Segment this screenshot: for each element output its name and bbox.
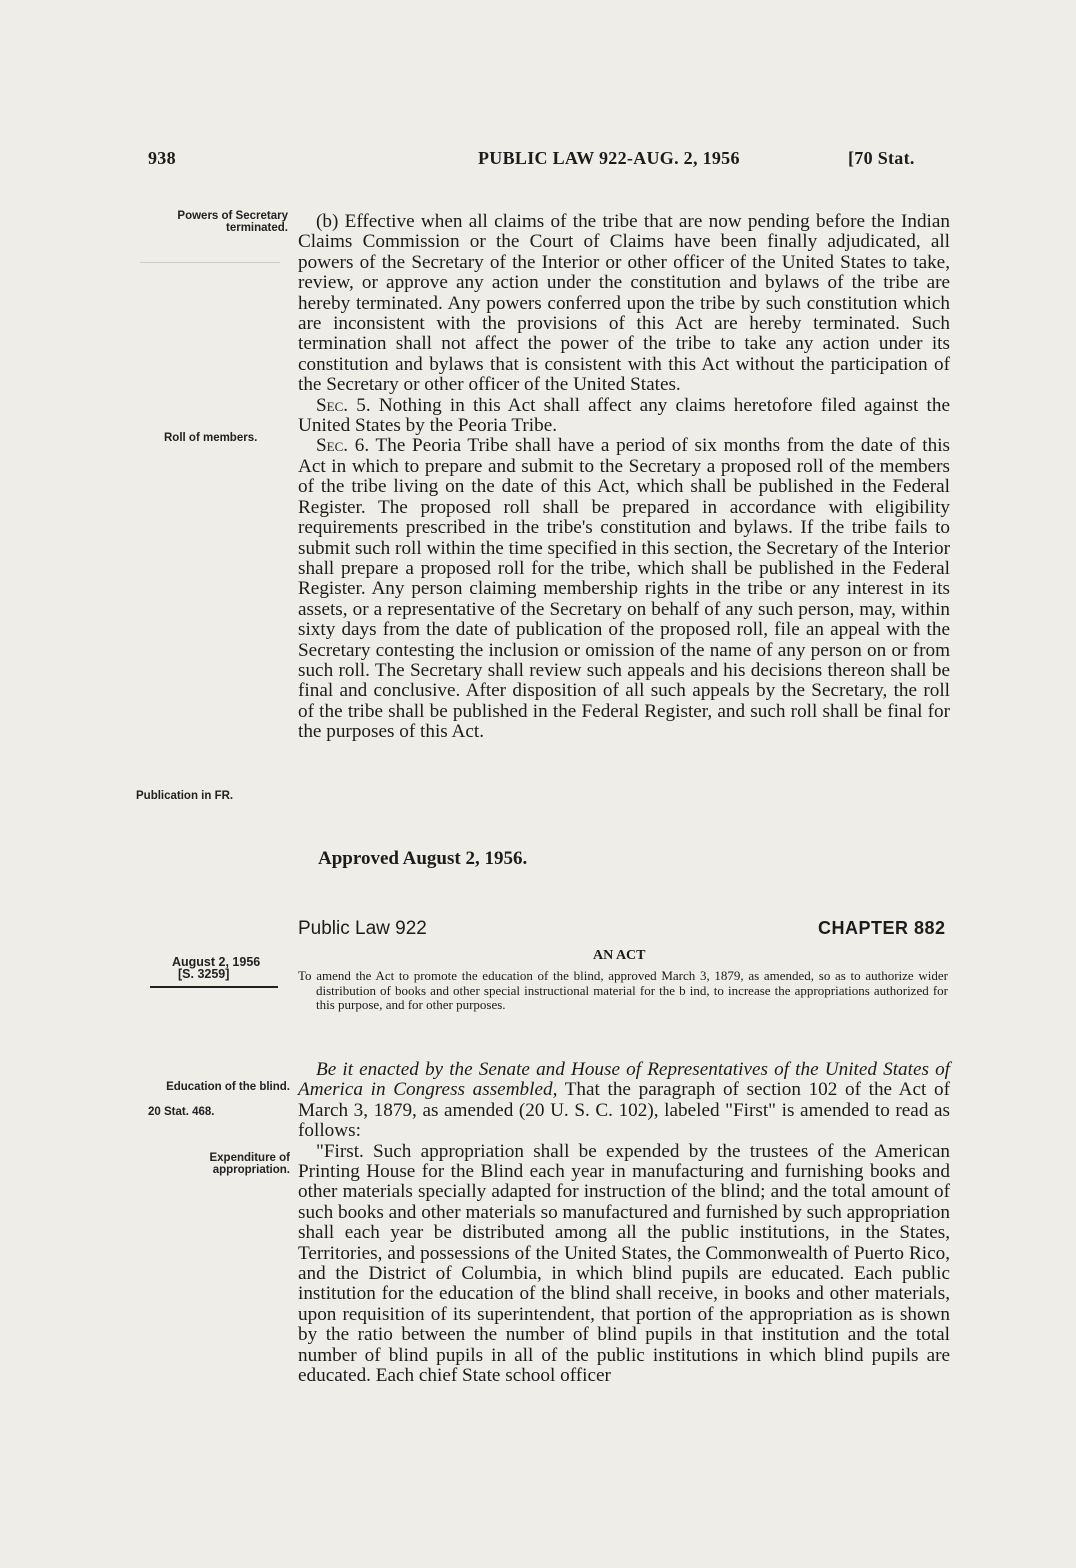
section-5 — [298, 396, 950, 437]
act-title — [298, 969, 948, 1013]
volume-citation: [70 Stat. — [848, 148, 915, 168]
margin-date: August 2, 1956 — [172, 955, 261, 969]
margin-note-powers: Powers of Secretary terminated. — [177, 210, 288, 234]
section-5-text: Nothing in this Act shall affect any claims heretofore filed against the United States by the Peoria Tribe. — [298, 394, 950, 437]
margin-rule — [140, 262, 280, 263]
margin-note-roll: Roll of members. — [164, 432, 258, 444]
margin-bill-number: [S. 3259] — [178, 967, 230, 981]
enacting-clause-italic: Be it enacted by the Senate and House of Representatives of the United States of America in Congress assembled, — [298, 1059, 950, 1101]
section-6-label: Sec. 6. — [316, 435, 370, 457]
section-6-text: The Peoria Tribe shall have a period of six months from the date of this Act in which to prepare and submit to the Secretary a proposed roll of the members of the tribe living on the date of this Act, which shall be published in the Federal Register. The proposed roll shall be prepared in accordance with eligibility requirements prescribed in the tribe's constitution and bylaws. If the tribe fails to submit such roll within the time specified in this section, the Secretary of the Interior shall prepare a proposed roll for the tribe, which shall be published in the Federal Register. Any person claiming membership rights in the tribe or any interest in its assets, or a representative of the Secretary on behalf of any such person, may, within sixty days from the date of publication of the proposed roll, file an appeal with the Secretary contesting the inclusion or omission of the name of any person on or from such roll. The Secretary shall review such appeals and his decisions thereon shall be final and conclusive. After disposition of all such appeals by the Secretary, the roll of the tribe shall be published in the Federal Register, and such roll shall be final for the purposes of this Act. — [298, 435, 950, 743]
an-act-heading: AN ACT — [593, 948, 646, 963]
bleed-through-mark — [170, 232, 280, 263]
enacting-clause — [298, 1060, 950, 1142]
paragraph-b: (b) Effective when all claims of the tribe that are now pending before the Indian Claims Commission or the Court of Claims have been finally adjudicated, all powers of the Secretary of the Interior or other officer of the United States to take, review, or approve any action under the constitution and bylaws of the tribe are hereby terminated. Any powers conferred upon the tribe by such constitution which are inconsistent with the provisions of this Act are hereby terminated. Such termination shall not affect the power of the tribe to take any action under its constitution and bylaws that is consistent with this Act without the participation of the Secretary or other officer of the United States. — [298, 211, 950, 396]
margin-date-rule — [150, 986, 278, 988]
enacting-clause-text: That the paragraph of section 102 of the Act of March 3, 1879, as amended (20 U. S. C. 102), labeled "First" is amended to read as follows: — [298, 1079, 950, 1142]
margin-note-expenditure: Expenditure of appropriation. — [209, 1152, 290, 1176]
section-5-label: Sec. 5. — [316, 394, 371, 416]
public-law-number: Public Law 922 — [298, 918, 427, 939]
margin-note-education: Education of the blind. — [166, 1081, 290, 1093]
approval-date: Approved August 2, 1956. — [318, 848, 528, 869]
body-text — [298, 212, 950, 743]
page-number: 938 — [148, 148, 176, 168]
enacting-text — [298, 1060, 950, 1387]
first-paragraph: "First. Such appropriation shall be expended by the trustees of the American Printing House for the Blind each year in manufacturing and furnishing books and other materials specially adapted for instruction of the blind; and the total amount of such books and other materials so manufactured and furnished by such appropriation shall each year be distributed among all the public institutions, in the States, Territories, and possessions of the United States, the Commonwealth of Puerto Rico, and the District of Columbia, in which blind pupils are educated. Each public institution for the education of the blind shall receive, in books and other materials, upon requisition of its superintendent, that portion of the appropriation as is shown by the ratio between the number of blind pupils in that institution and the total number of blind pupils in all of the public institutions in which blind pupils are educated. Each chief State school officer — [298, 1140, 950, 1387]
section-6 — [298, 436, 950, 742]
chapter-number: CHAPTER 882 — [818, 918, 946, 938]
margin-note-stat: 20 Stat. 468. — [148, 1106, 215, 1118]
running-title: PUBLIC LAW 922-AUG. 2, 1956 — [478, 148, 740, 168]
margin-note-publication: Publication in FR. — [136, 790, 234, 802]
act-title-text: To amend the Act to promote the education of the blind, approved March 3, 1879, as amended, so as to authorize wider distribution of books and other special instructional material for the b ind, to increase the appropriations authorized for this purpose, and for other purposes. — [298, 968, 948, 1013]
bleed-through-mark — [150, 350, 280, 390]
